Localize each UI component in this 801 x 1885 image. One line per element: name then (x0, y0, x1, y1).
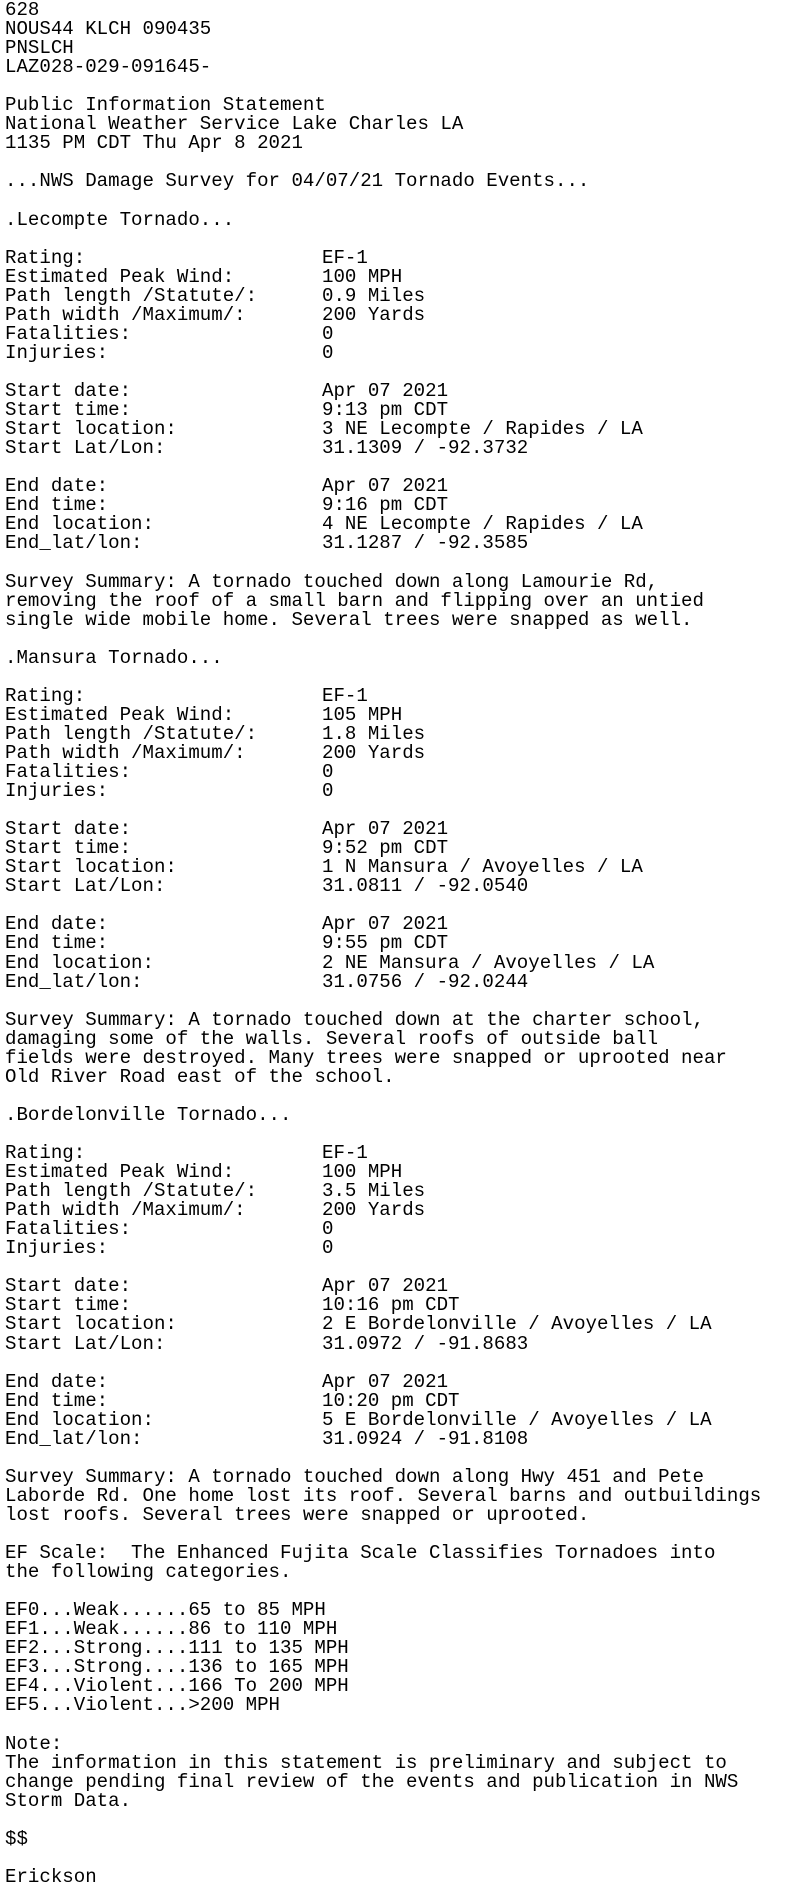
tornado-name: .Bordelonville Tornado... (5, 1103, 292, 1126)
author-name: Erickson (5, 1865, 97, 1885)
start-row-label: Start Lat/Lon: (5, 875, 166, 898)
end-row-label: End date: (5, 475, 109, 498)
stat-row-label: Path length /Statute/: (5, 284, 258, 307)
end-row-label: End date: (5, 913, 109, 936)
start-row-value: 9:52 pm CDT (322, 837, 449, 860)
stat-row-value: EF-1 (322, 246, 368, 269)
stat-row-value: 200 Yards (322, 741, 426, 764)
stat-row-label: Estimated Peak Wind: (5, 265, 235, 288)
stat-row-value: 0 (322, 1237, 334, 1260)
start-row-label: Start Lat/Lon: (5, 1332, 166, 1355)
end-row-value: 2 NE Mansura / Avoyelles / LA (322, 951, 655, 974)
end-row-label: End location: (5, 951, 154, 974)
end-row-value: 9:55 pm CDT (322, 932, 449, 955)
stat-row (5, 341, 334, 364)
start-row-label: Start location: (5, 1313, 177, 1336)
start-row-value: 31.0972 / -91.8683 (322, 1332, 529, 1355)
end-row-label: End_lat/lon: (5, 532, 143, 555)
stat-row-label: Fatalities: (5, 761, 132, 783)
end-row-label: End time: (5, 494, 109, 517)
survey-summary-line: lost roofs. Several trees were snapped or uprooted. (5, 1503, 590, 1526)
stat-row-value: 0 (322, 341, 334, 364)
start-row-value: 9:13 pm CDT (322, 399, 449, 422)
stat-row-label: Rating: (5, 246, 86, 269)
note-line: change pending final review of the events and publication in NWS (5, 1770, 739, 1793)
ef-scale-row: EF2...Strong....111 to 135 MPH (5, 1637, 349, 1660)
start-row-value: 10:16 pm CDT (322, 1294, 460, 1317)
end-row-label: End_lat/lon: (5, 1427, 143, 1450)
end-row-label: End location: (5, 1408, 154, 1431)
stat-row-value: 1.8 Miles (322, 722, 426, 745)
ef-scale-row: EF5...Violent...>200 MPH (5, 1694, 280, 1717)
start-row-value: 31.1309 / -92.3732 (322, 437, 529, 460)
start-row-value: 3 NE Lecompte / Rapides / LA (322, 418, 643, 441)
start-row-value: Apr 07 2021 (322, 380, 449, 402)
note-line: The information in this statement is preliminary and subject to (5, 1751, 727, 1774)
note-label: Note: (5, 1732, 63, 1755)
survey-summary-line: damaging some of the walls. Several roofs of outside ball (5, 1027, 659, 1050)
awips-id: PNSLCH (5, 37, 74, 60)
stat-row-label: Path width /Maximum/: (5, 741, 246, 764)
start-row (5, 875, 529, 898)
issue-time: 1135 PM CDT Thu Apr 8 2021 (5, 132, 303, 155)
end-row-value: 10:20 pm CDT (322, 1389, 460, 1412)
survey-summary-line: removing the roof of a small barn and flipping over an untied (5, 589, 704, 612)
stat-row-value: 3.5 Miles (322, 1180, 426, 1203)
stat-row-value: 105 MPH (322, 703, 403, 726)
end-row (5, 1427, 529, 1450)
stat-row-value: 0 (322, 1218, 334, 1241)
end-row-value: 5 E Bordelonville / Avoyelles / LA (322, 1408, 712, 1431)
end-row-label: End date: (5, 1370, 109, 1393)
survey-summary-line: Survey Summary: A tornado touched down at the charter school, (5, 1008, 704, 1031)
start-row-value: Apr 07 2021 (322, 818, 449, 841)
survey-summary-line: Old River Road east of the school. (5, 1065, 395, 1088)
end-row-value: Apr 07 2021 (322, 1370, 449, 1393)
stat-row-label: Estimated Peak Wind: (5, 1161, 235, 1184)
start-row (5, 1332, 529, 1355)
stat-row-label: Path length /Statute/: (5, 722, 258, 745)
stat-row-value: 0.9 Miles (322, 284, 426, 307)
start-row-label: Start date: (5, 1275, 132, 1298)
product-sequence: 628 (5, 0, 40, 21)
start-row-value: 31.0811 / -92.0540 (322, 875, 529, 898)
end-row-label: End_lat/lon: (5, 970, 143, 993)
end-row-value: Apr 07 2021 (322, 475, 449, 498)
stat-row-label: Fatalities: (5, 1218, 132, 1241)
ef-scale-row: EF1...Weak......86 to 110 MPH (5, 1618, 338, 1641)
end-row-label: End location: (5, 513, 154, 536)
product-terminator: $$ (5, 1827, 28, 1850)
stat-row-value: 0 (322, 761, 334, 783)
survey-summary-line: Survey Summary: A tornado touched down along Lamourie Rd, (5, 570, 659, 593)
start-row-label: Start time: (5, 1294, 132, 1317)
note-line: Storm Data. (5, 1789, 132, 1812)
start-row-label: Start time: (5, 837, 132, 860)
ugc-code: LAZ028-029-091645- (5, 56, 212, 79)
start-row-label: Start date: (5, 818, 132, 841)
start-row (5, 437, 529, 460)
stat-row-value: 0 (322, 780, 334, 803)
stat-row-label: Injuries: (5, 1237, 109, 1260)
stat-row (5, 1237, 334, 1260)
stat-row-value: 200 Yards (322, 1199, 426, 1222)
ef-scale-row: EF0...Weak......65 to 85 MPH (5, 1599, 326, 1622)
stat-row-label: Injuries: (5, 341, 109, 364)
start-row-label: Start Lat/Lon: (5, 437, 166, 460)
stat-row-value: 100 MPH (322, 265, 403, 288)
stat-row-value: EF-1 (322, 684, 368, 707)
headline: ...NWS Damage Survey for 04/07/21 Tornado Events... (5, 170, 590, 193)
stat-row-label: Path length /Statute/: (5, 1180, 258, 1203)
start-row-label: Start time: (5, 399, 132, 422)
start-row-label: Start date: (5, 380, 132, 402)
stat-row-value: EF-1 (322, 1142, 368, 1164)
stat-row (5, 780, 334, 803)
ef-scale-row: EF4...Violent...166 To 200 MPH (5, 1675, 349, 1698)
wmo-header: NOUS44 KLCH 090435 (5, 18, 212, 41)
start-row-value: 1 N Mansura / Avoyelles / LA (322, 856, 643, 879)
issuing-office: National Weather Service Lake Charles LA (5, 113, 464, 136)
end-row-value: 4 NE Lecompte / Rapides / LA (322, 513, 643, 536)
stat-row-label: Rating: (5, 1142, 86, 1164)
end-row-label: End time: (5, 932, 109, 955)
end-row-label: End time: (5, 1389, 109, 1412)
end-row-value: 9:16 pm CDT (322, 494, 449, 517)
tornado-name: .Mansura Tornado... (5, 646, 223, 669)
end-row (5, 970, 529, 993)
start-row-label: Start location: (5, 856, 177, 879)
stat-row-label: Path width /Maximum/: (5, 1199, 246, 1222)
end-row-value: 31.0924 / -91.8108 (322, 1427, 529, 1450)
survey-summary-line: Laborde Rd. One home lost its roof. Several barns and outbuildings (5, 1484, 762, 1507)
ef-scale-row: EF3...Strong....136 to 165 MPH (5, 1656, 349, 1679)
start-row-label: Start location: (5, 418, 177, 441)
survey-summary-line: single wide mobile home. Several trees were snapped as well. (5, 608, 693, 631)
end-row-value: 31.1287 / -92.3585 (322, 532, 529, 555)
stat-row-label: Rating: (5, 684, 86, 707)
start-row-value: 2 E Bordelonville / Avoyelles / LA (322, 1313, 712, 1336)
survey-summary-line: Survey Summary: A tornado touched down along Hwy 451 and Pete (5, 1465, 704, 1488)
stat-row-value: 100 MPH (322, 1161, 403, 1184)
end-row-value: Apr 07 2021 (322, 913, 449, 936)
ef-scale-intro-line: EF Scale: The Enhanced Fujita Scale Classifies Tornadoes into (5, 1542, 716, 1565)
stat-row-label: Injuries: (5, 780, 109, 803)
statement-title: Public Information Statement (5, 94, 326, 117)
ef-scale-intro-line: the following categories. (5, 1561, 292, 1584)
survey-summary-line: fields were destroyed. Many trees were snapped or uprooted near (5, 1046, 727, 1069)
stat-row-label: Fatalities: (5, 322, 132, 345)
stat-row-label: Estimated Peak Wind: (5, 703, 235, 726)
tornado-name: .Lecompte Tornado... (5, 208, 235, 231)
start-row-value: Apr 07 2021 (322, 1275, 449, 1298)
end-row-value: 31.0756 / -92.0244 (322, 970, 529, 993)
stat-row-label: Path width /Maximum/: (5, 303, 246, 326)
stat-row-value: 0 (322, 322, 334, 345)
end-row (5, 532, 529, 555)
stat-row-value: 200 Yards (322, 303, 426, 326)
